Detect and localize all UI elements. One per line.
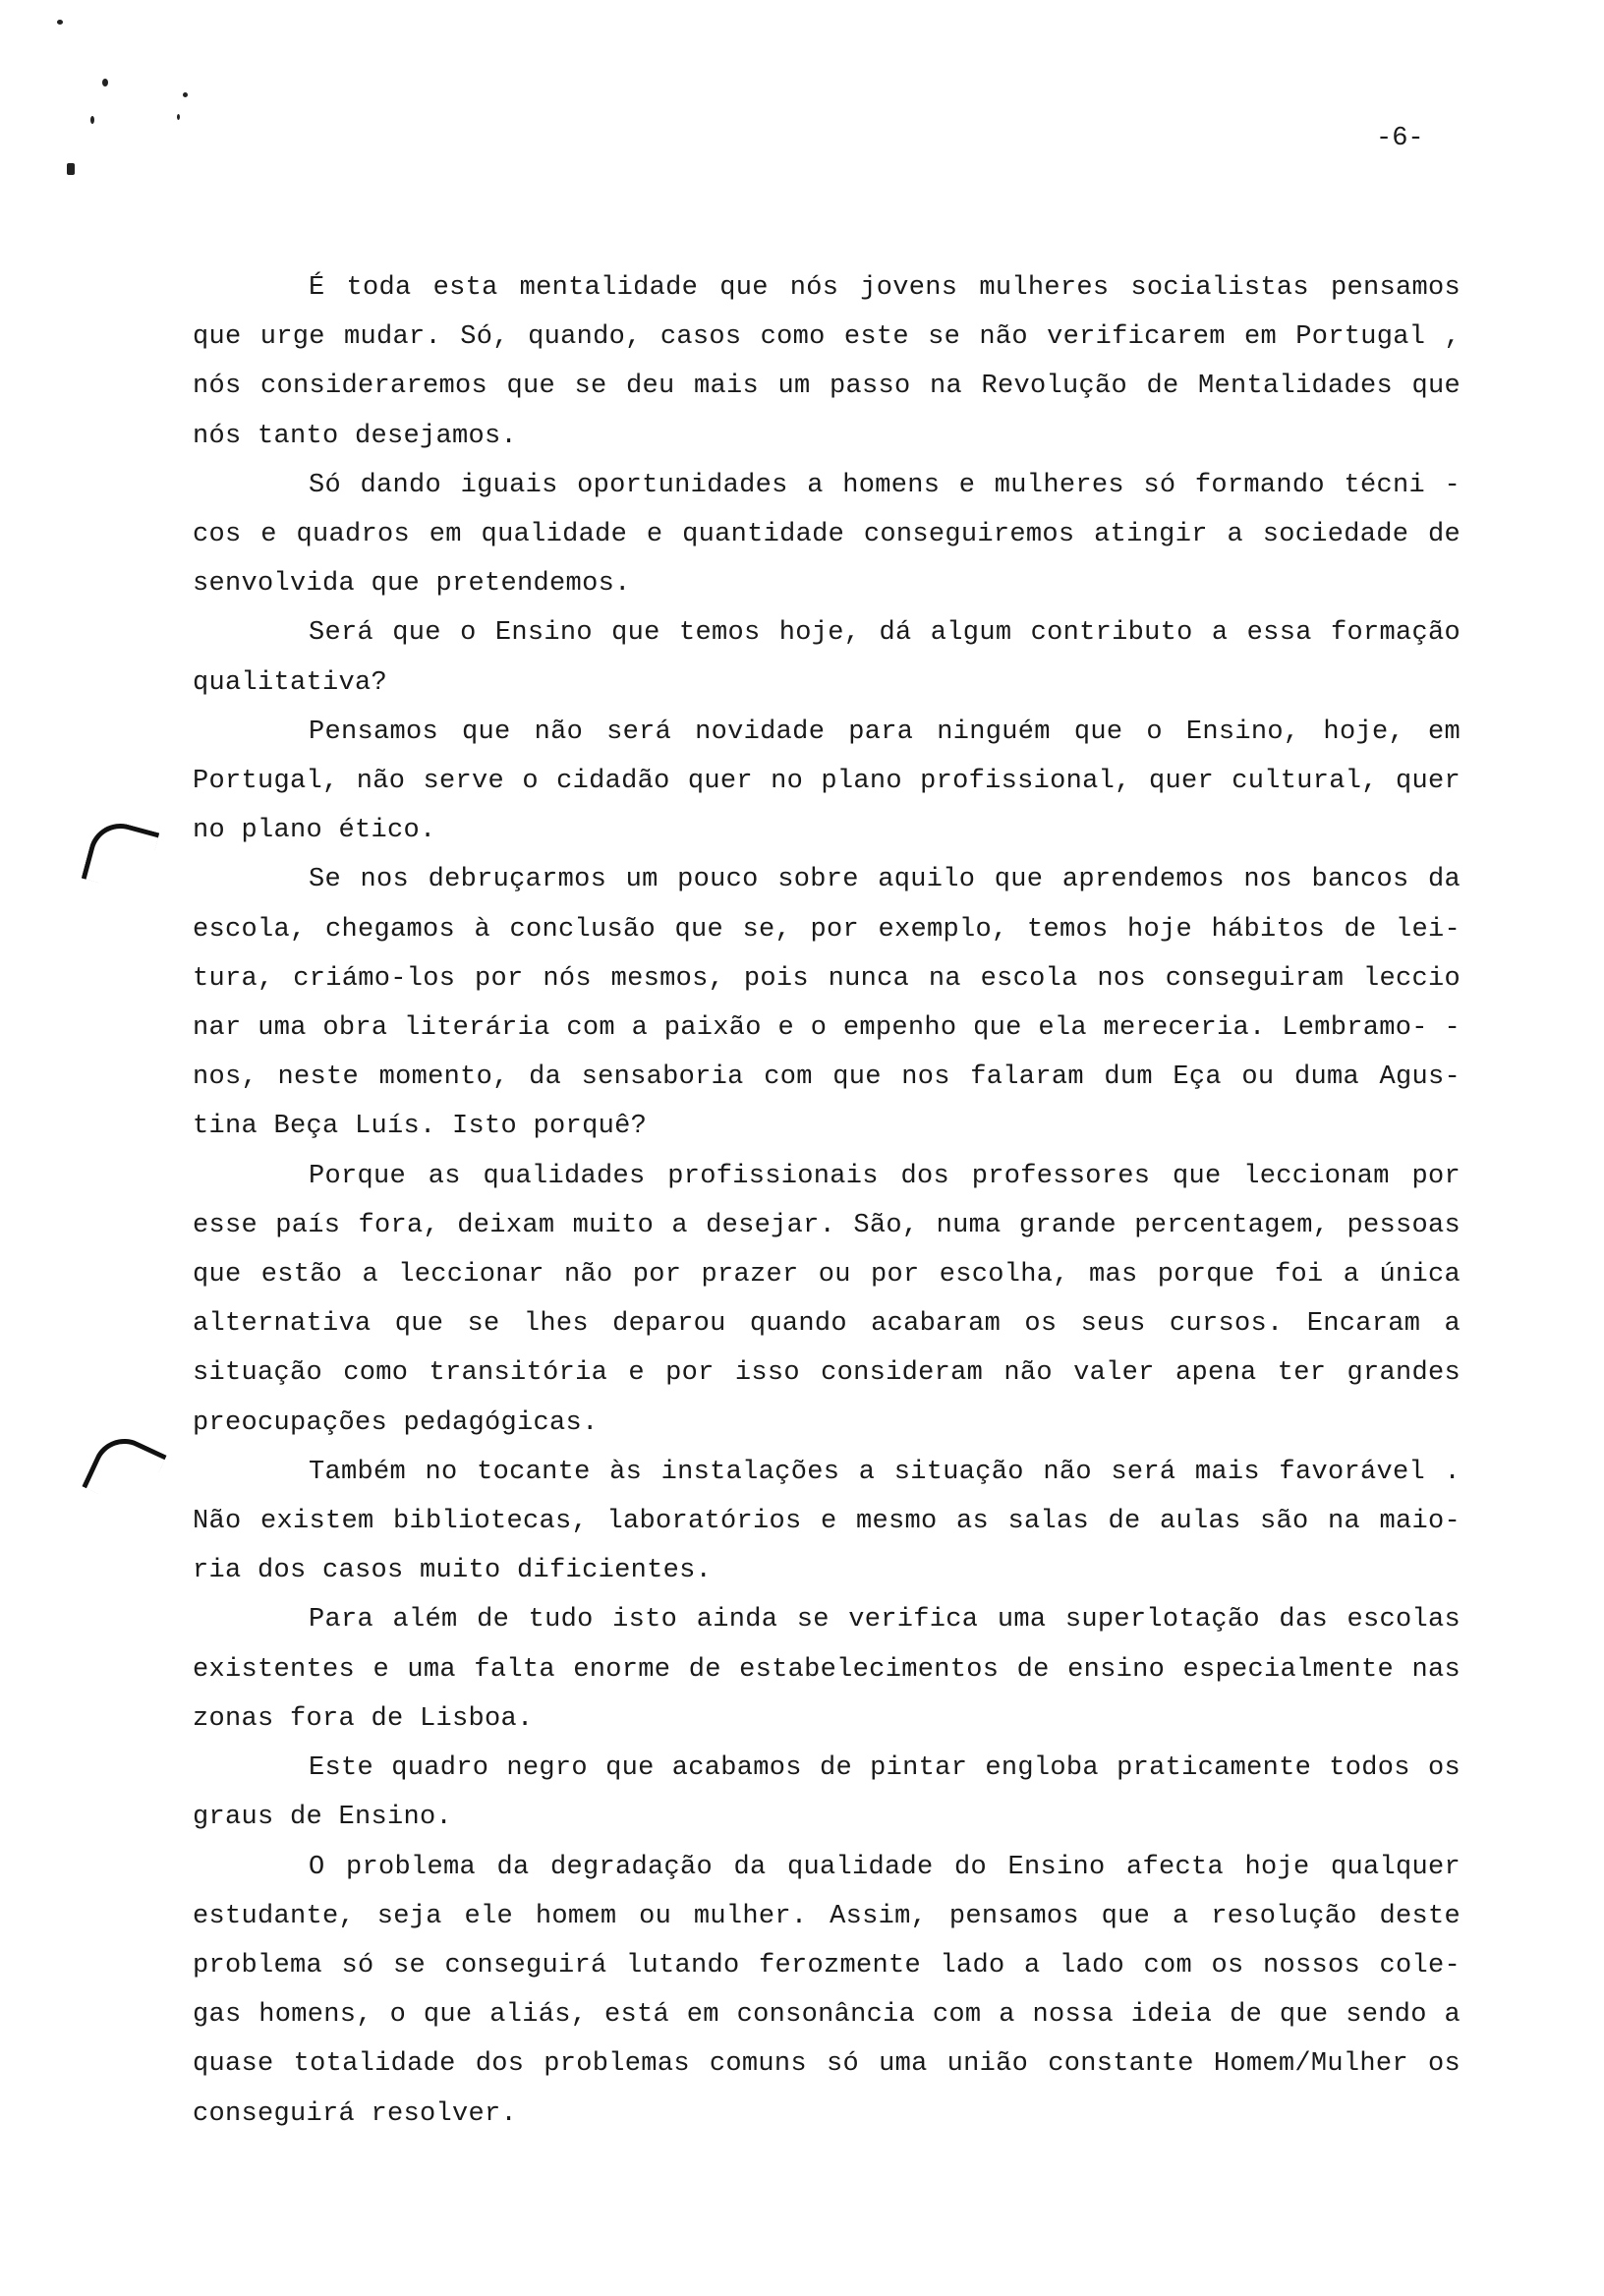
scan-speck (67, 163, 75, 175)
scan-speck (177, 114, 180, 120)
paragraph: Porque as qualidades profissionais dos professores que leccionam por esse país fora, deixam muito a desejar. São, numa grande percentagem, pessoas que estão a leccionar não por prazer ou por escolha, mas porque foi a única alternativa que se lhes deparou quando acabaram os seus cursos. Encaram a situação como transitória e por isso consideram não valer apena ter grandes preocupações pedagógicas. (193, 1161, 1461, 1438)
scan-speck (102, 79, 108, 86)
paragraph: É toda esta mentalidade que nós jovens mulheres socialistas pensamos que urge mudar. Só, quando, casos como este se não verificarem em Portugal , nós consideraremos que se deu mais um passo na Revolução de Mentalidades que nós tanto desejamos. (193, 273, 1461, 451)
paragraph: Para além de tudo isto ainda se verifica uma superlotação das escolas existentes e uma falta enorme de estabelecimentos de ensino especialmente nas zonas fora de Lisboa. (193, 1605, 1461, 1734)
punch-hole-mark (82, 1428, 166, 1513)
paragraph: Pensamos que não será novidade para ninguém que o Ensino, hoje, em Portugal, não serve o cidadão quer no plano profissional, quer cultural, quer no plano ético. (193, 717, 1461, 846)
paragraph: Também no tocante às instalações a situação não será mais favorável . Não existem bibliotecas, laboratórios e mesmo as salas de aulas são na maio- ria dos casos muito dificientes. (193, 1457, 1461, 1586)
scan-speck (57, 20, 63, 25)
paragraph: O problema da degradação da qualidade do Ensino afecta hoje qualquer estudante, seja ele homem ou mulher. Assim, pensamos que a resolução deste problema só se conseguirá lutando ferozmente lado a lado com os nossos cole- gas homens, o que aliás, está em consonância com a nossa ideia de que sendo a quase totalidade dos problemas comuns só uma união constante Homem/Mulher os conseguirá resolver. (193, 1852, 1461, 2129)
page-number: -6- (1376, 124, 1424, 153)
paragraph: Só dando iguais oportunidades a homens e mulheres só formando técni - cos e quadros em qualidade e quantidade conseguiremos atingir a sociedade de senvolvida que pretendemos. (193, 470, 1461, 600)
paragraph: Este quadro negro que acabamos de pintar engloba praticamente todos os graus de Ensino. (193, 1753, 1461, 1833)
paragraph: Será que o Ensino que temos hoje, dá algum contributo a essa formação qualitativa? (193, 618, 1461, 698)
document-body (193, 263, 1461, 2139)
scan-speck (183, 92, 188, 97)
punch-hole-mark (82, 817, 160, 895)
paragraph: Se nos debruçarmos um pouco sobre aquilo que aprendemos nos bancos da escola, chegamos à conclusão que se, por exemplo, temos hoje hábitos de lei- tura, criámo-los por nós mesmos, pois nunca na escola nos conseguiram leccio nar uma obra literária com a paixão e o empenho que ela mereceria. Lembramo- -nos, neste momento, da sensaboria com que nos falaram dum Eça ou duma Agus- tina Beça Luís. Isto porquê? (193, 865, 1461, 1142)
scan-speck (90, 116, 94, 124)
